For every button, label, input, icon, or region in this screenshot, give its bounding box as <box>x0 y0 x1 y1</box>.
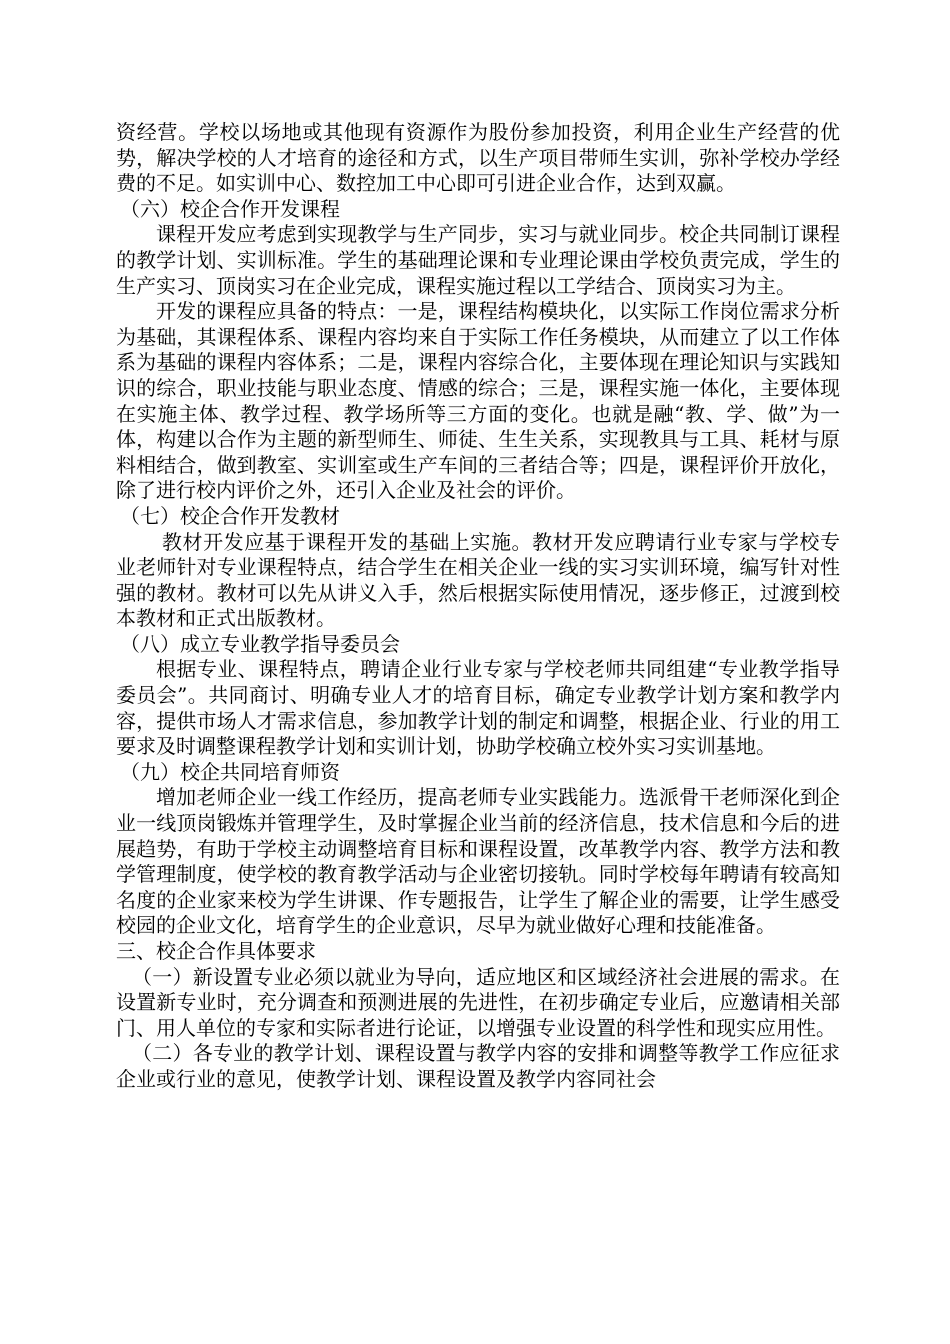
document-page <box>116 120 840 1093</box>
heading-teacher-training: （九）校企共同培育师资 <box>120 759 340 784</box>
heading-textbook-development: （七）校企合作开发教材 <box>120 503 340 528</box>
paragraph-requirement-one: （一）新设置专业必须以就业为导向，适应地区和区域经济社会进展的需求。在设置新专业时，充分调查和预测进展的先进性，在初步确定专业后，应邀请相关部门、用人单位的专家和实际者进行论证，以增强专业设置的科学性和现实应用性。 <box>116 964 840 1040</box>
paragraph-teacher-training: 增加老师企业一线工作经历，提高老师专业实践能力。选派骨干老师深化到企业一线顶岗锻炼并管理学生，及时掌握企业当前的经济信息，技术信息和今后的进展趋势，有助于学校主动调整培育目标和课程设置，改革教学内容、教学方法和教学管理制度，使学校的教育教学活动与企业密切接轨。同时学校每年聘请有较高知名度的企业家来校为学生讲课、作专题报告，让学生了解企业的需要，让学生感受校园的企业文化，培育学生的企业意识，尽早为就业做好心理和技能准备。 <box>116 785 840 938</box>
paragraph-requirement-two: （二）各专业的教学计划、课程设置与教学内容的安排和调整等教学工作应征求企业或行业的意见，使教学计划、课程设置及教学内容同社会 <box>116 1041 840 1091</box>
heading-requirements: 三、校企合作具体要求 <box>116 939 316 963</box>
paragraph-course-sync: 课程开发应考虑到实现教学与生产同步，实习与就业同步。校企共同制订课程的教学计划、实训标准。学生的基础理论课和专业理论课由学校负责完成，学生的生产实习、顶岗实习在企业完成，课程实施过程以工学结合、顶岗实习为主。 <box>116 222 840 298</box>
heading-course-development: （六）校企合作开发课程 <box>120 196 340 221</box>
paragraph-course-features: 开发的课程应具备的特点：一是，课程结构模块化，以实际工作岗位需求分析为基础，其课程体系、课程内容均来自于实际工作任务模块，从而建立了以工作体系为基础的课程内容体系；二是，课程内容综合化，主要体现在理论知识与实践知识的综合，职业技能与职业态度、情感的综合；三是，课程实施一体化，主要体现在实施主体、教学过程、教学场所等三方面的变化。也就是融“教、学、做”为一体，构建以合作为主题的新型师生、师徒、生生关系，实现教具与工具、耗材与原料相结合，做到教室、实训室或生产车间的三者结合等；四是，课程评价开放化，除了进行校内评价之外，还引入企业及社会的评价。 <box>116 299 840 503</box>
paragraph-textbook: 教材开发应基于课程开发的基础上实施。教材开发应聘请行业专家与学校专业老师针对专业课程特点，结合学生在相关企业一线的实习实训环境，编写针对性强的教材。教材可以先从讲义入手，然后根据实际使用情况，逐步修正，过渡到校本教材和正式出版教材。 <box>116 529 840 631</box>
paragraph-committee: 根据专业、课程特点，聘请企业行业专家与学校老师共同组建“专业教学指导委员会”。共同商讨、明确专业人才的培育目标，确定专业教学计划方案和教学内容，提供市场人才需求信息，参加教学计划的制定和调整，根据企业、行业的用工要求及时调整课程教学计划和实训计划，协助学校确立校外实习实训基地。 <box>116 657 840 759</box>
paragraph-funding: 资经营。学校以场地或其他现有资源作为股份参加投资，利用企业生产经营的优势，解决学校的人才培育的途径和方式，以生产项目带师生实训，弥补学校办学经费的不足。如实训中心、数控加工中心即可引进企业合作，达到双赢。 <box>116 120 840 196</box>
heading-steering-committee: （八）成立专业教学指导委员会 <box>120 631 400 656</box>
